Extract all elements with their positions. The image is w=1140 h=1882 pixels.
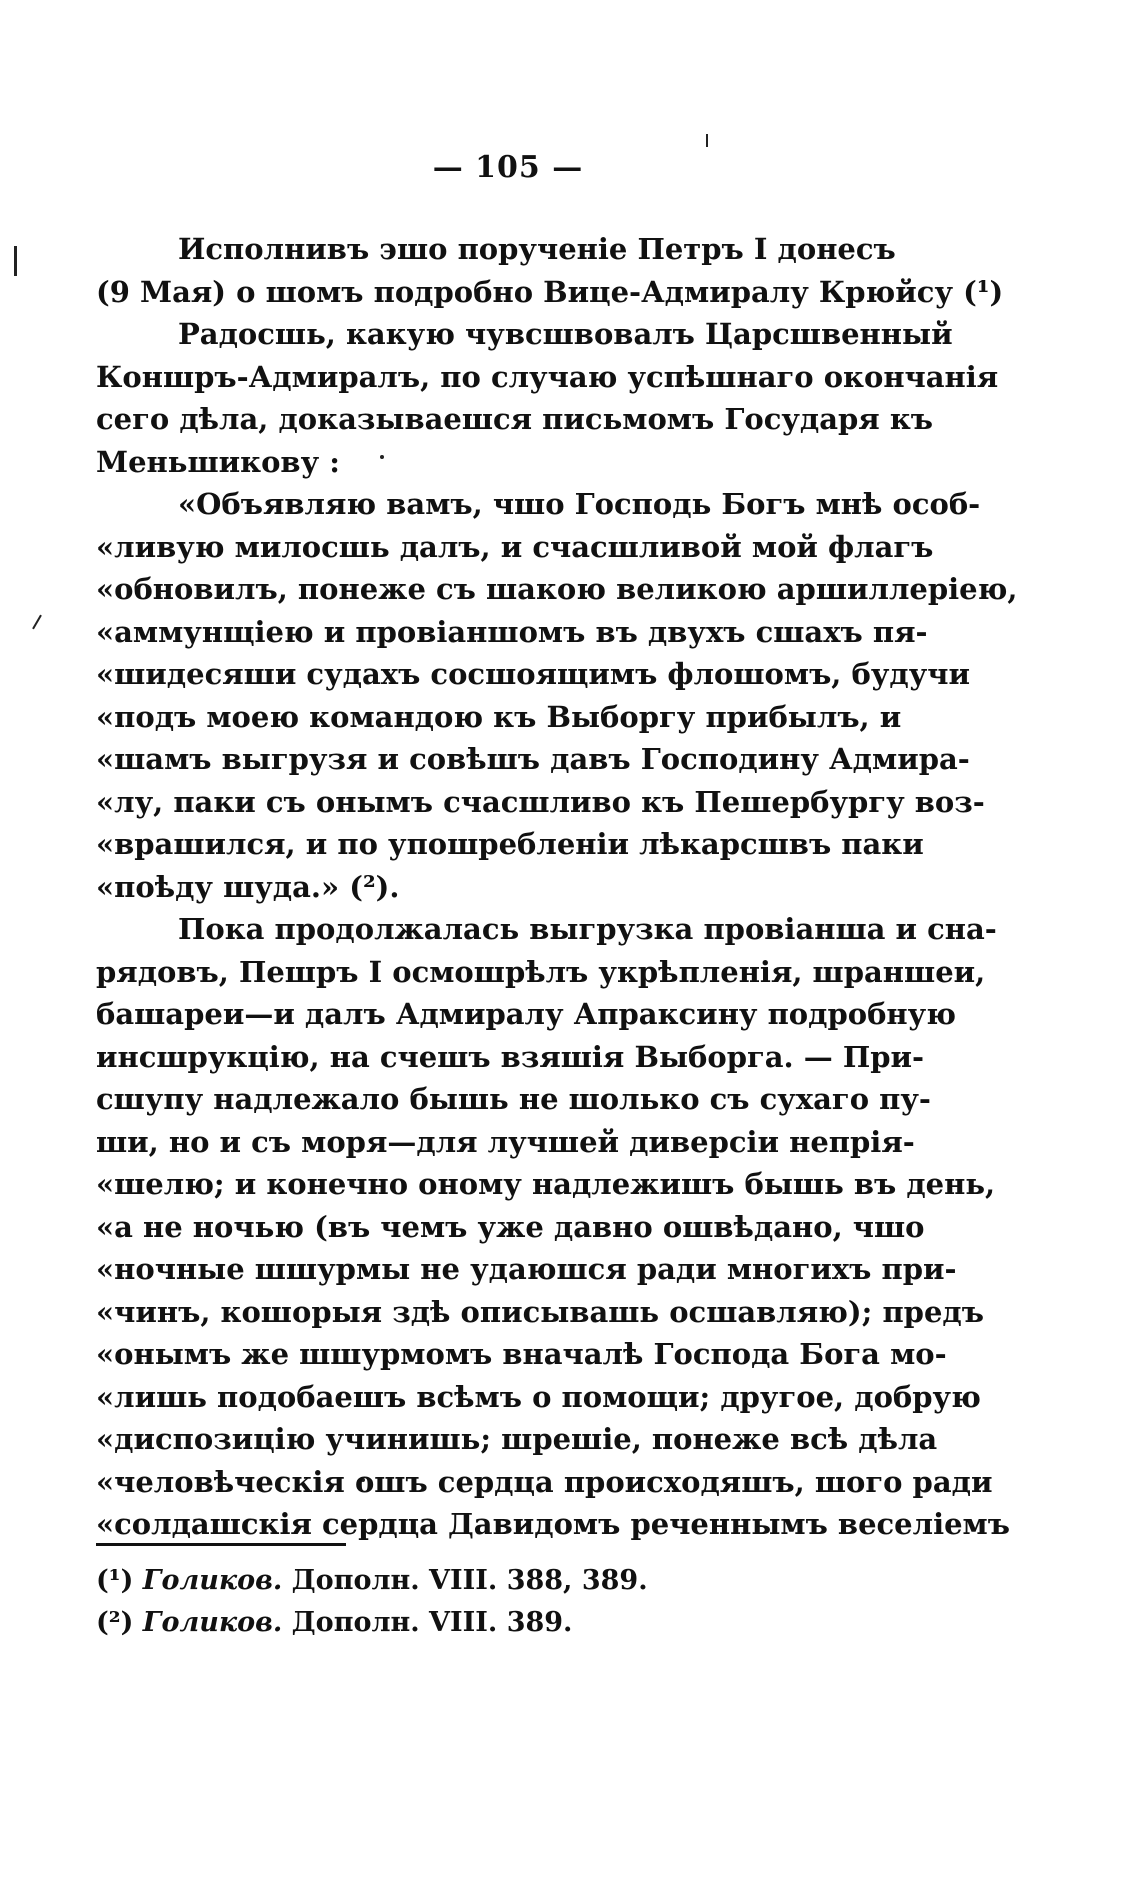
text-line: «шелю; и конечно оному надлежишъ бышь въ день, — [96, 1167, 996, 1201]
footnote-mark: (¹) — [96, 1565, 134, 1596]
text-line: Меньшикову : — [96, 444, 340, 479]
footnote-1 — [96, 1560, 648, 1602]
text-line: ши, но и съ моря—для лучшей диверсіи непрія- — [96, 1124, 915, 1159]
footnotes — [96, 1560, 648, 1644]
footnote-author: Голиков. — [142, 1565, 283, 1596]
text-line: «онымъ же шшурмомъ вначалѣ Господа Бога мо- — [96, 1337, 947, 1371]
text-line: «шамъ выгрузя и совѣшъ давъ Господину Адмира- — [96, 742, 970, 776]
text-line: «лу, паки съ онымъ счасшливо къ Пешербургу воз- — [96, 784, 985, 819]
footnote-mark: (²) — [96, 1607, 134, 1638]
ink-mark — [706, 134, 708, 147]
text-line: Пока продолжалась выгрузка провіанша и сна- — [178, 912, 997, 946]
footnote-2 — [96, 1602, 648, 1644]
text-line: «аммунщіею и провіаншомъ въ двухъ сшахъ пя- — [96, 614, 928, 649]
text-line: «чинъ, кошорыя здѣ описывашь осшавляю); предъ — [96, 1294, 984, 1329]
text-line: рядовъ, Пешръ I осмошрѣлъ укрѣпленія, шраншеи, — [96, 954, 986, 989]
text-line: «а не ночью (въ чемъ уже давно ошвѣдано, чшо — [96, 1209, 925, 1244]
footnote-author: Голиков. — [142, 1607, 283, 1638]
footnote-reference: Дополн. VIII. 389. — [291, 1607, 573, 1638]
body-text — [96, 228, 1018, 1546]
text-line: «подъ моею командою къ Выборгу прибылъ, и — [96, 699, 902, 734]
footnote-reference: Дополн. VIII. 388, 389. — [291, 1565, 648, 1596]
text-line: Исполнивъ эшо порученіе Петръ I донесъ — [178, 232, 896, 266]
text-line: «поѣду шуда.» (²). — [96, 869, 400, 904]
text-line: «лишь подобаешъ всѣмъ о помощи; другое, добрую — [96, 1379, 981, 1414]
text-line: «диспозицію учинишь; шрешіе, понеже всѣ дѣла — [96, 1422, 938, 1456]
text-line: Коншръ-Адмиралъ, по случаю успѣшнаго окончанія — [96, 359, 999, 394]
text-line: «шидесяши судахъ сосшоящимъ флошомъ, будучи — [96, 657, 971, 691]
text-line: сшупу надлежало бышь не шолько съ сухаго пу- — [96, 1082, 931, 1116]
text-line: инсшрукцію, на счешъ взяшія Выборга. — При- — [96, 1039, 925, 1074]
text-line: «ливую милосшь далъ, и счасшливой мой флагъ — [96, 529, 934, 564]
text-line: «Объявляю вамъ, чшо Господь Богъ мнѣ особ- — [178, 487, 981, 521]
ink-mark — [32, 615, 42, 630]
text-line: «врашился, и по упошребленіи лѣкарсшвъ паки — [96, 827, 924, 861]
text-line: «обновилъ, понеже съ шакою великою аршиллеріею, — [96, 572, 1018, 606]
text-line: (9 Мая) о шомъ подробно Вице-Адмиралу Крюйсу (¹) — [96, 274, 1004, 309]
text-line: «солдашскія сердца Давидомъ реченнымъ веселіемъ — [96, 1507, 1010, 1541]
ink-mark — [14, 246, 17, 276]
text-line: сего дѣла, доказываешся письмомъ Государя къ — [96, 402, 934, 436]
text-line: Радосшь, какую чувсшвовалъ Царсшвенный — [178, 317, 953, 351]
text-line: «человѣческія ошъ сердца происходяшъ, шого ради — [96, 1464, 993, 1499]
text-line: «ночные шшурмы не удаюшся ради многихъ при- — [96, 1252, 957, 1286]
footnote-rule — [96, 1543, 346, 1546]
text-line: башареи—и далъ Адмиралу Апраксину подробную — [96, 997, 956, 1031]
page-number: — 105 — — [432, 150, 584, 185]
